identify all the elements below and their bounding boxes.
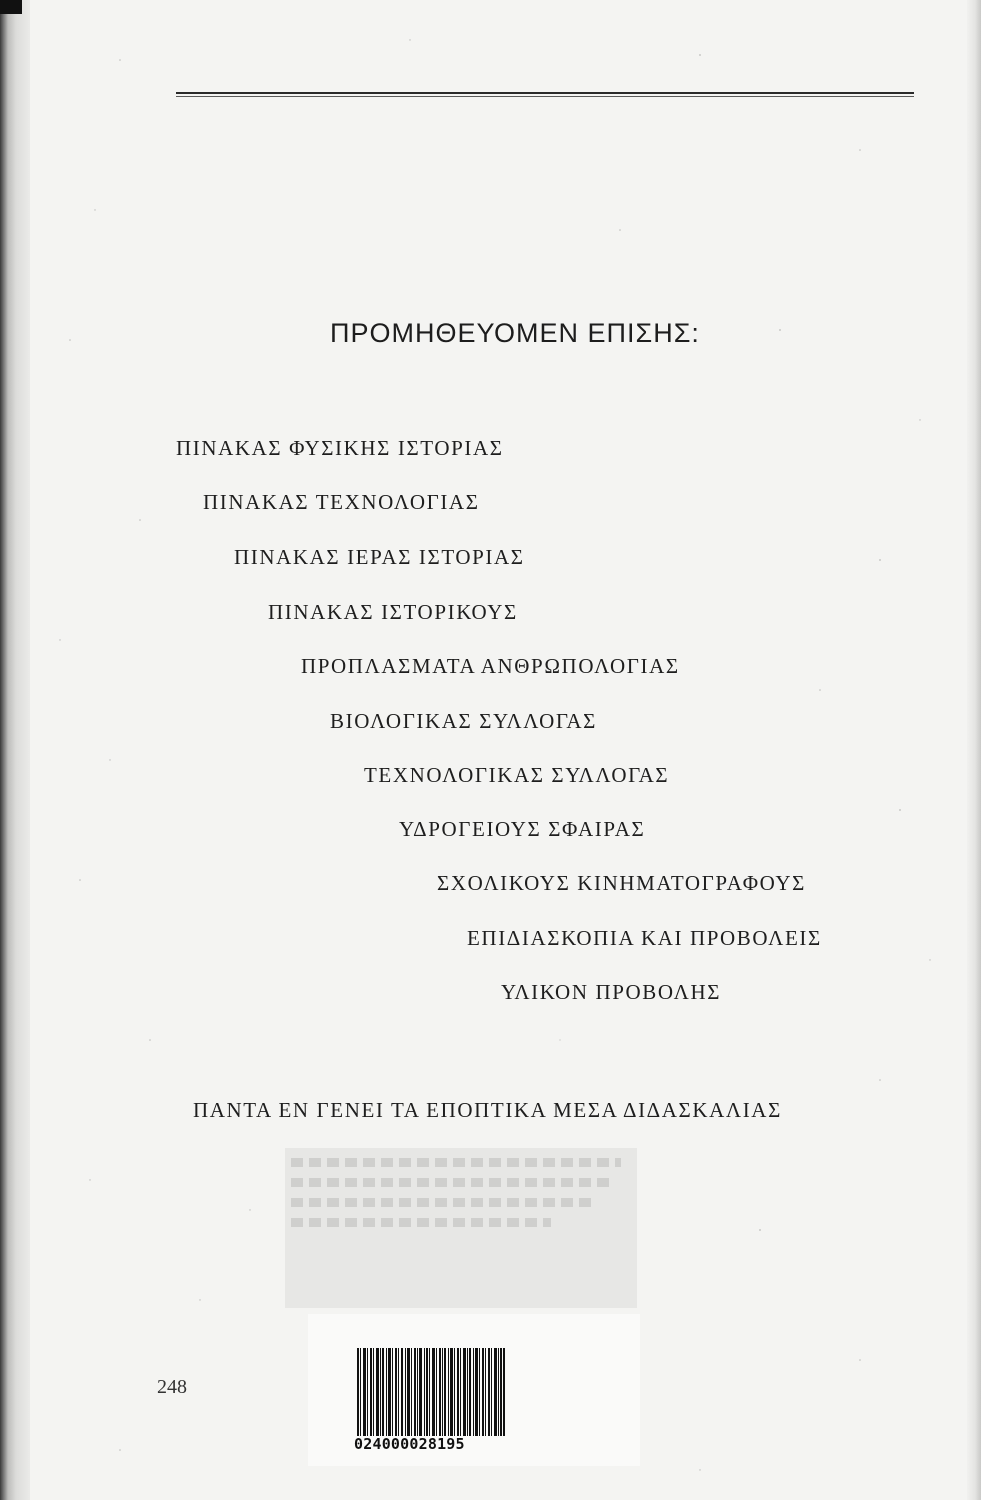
list-item: ΠΙΝΑΚΑΣ ΦΥΣΙΚΗΣ ΙΣΤΟΡΙΑΣ [176, 436, 504, 460]
barcode-number: 024000028195 [354, 1435, 465, 1453]
list-item: ΠΙΝΑΚΑΣ ΙΣΤΟΡΙΚΟΥΣ [268, 600, 518, 624]
barcode-icon [357, 1348, 505, 1436]
list-item: ΤΕΧΝΟΛΟΓΙΚΑΣ ΣΥΛΛΟΓΑΣ [364, 763, 670, 787]
page-heading: ΠΡΟΜΗΘΕΥΟΜΕΝ ΕΠΙΣΗΣ: [330, 318, 700, 348]
page-right-edge [967, 0, 981, 1500]
list-item: ΣΧΟΛΙΚΟΥΣ ΚΙΝΗΜΑΤΟΓΡΑΦΟΥΣ [437, 871, 806, 895]
list-item: ΕΠΙΔΙΑΣΚΟΠΙΑ ΚΑΙ ΠΡΟΒΟΛΕΙΣ [467, 926, 822, 950]
binding-edge [0, 0, 30, 1500]
list-item: ΠΡΟΠΛΑΣΜΑΤΑ ΑΝΘΡΩΠΟΛΟΓΙΑΣ [301, 654, 680, 678]
list-item: ΒΙΟΛΟΓΙΚΑΣ ΣΥΛΛΟΓΑΣ [330, 709, 598, 733]
footer-statement: ΠΑΝΤΑ ΕΝ ΓΕΝΕΙ ΤΑ ΕΠΟΠΤΙΚΑ ΜΕΣΑ ΔΙΔΑΣΚΑΛΙΑΣ [193, 1098, 782, 1122]
list-item: ΠΙΝΑΚΑΣ ΤΕΧΝΟΛΟΓΙΑΣ [203, 490, 480, 514]
top-rule [176, 92, 914, 94]
bleed-through-patch [285, 1148, 637, 1308]
list-item: ΥΛΙΚΟΝ ΠΡΟΒΟΛΗΣ [501, 980, 722, 1004]
scan-corner-mark [0, 0, 22, 14]
top-rule-secondary [176, 96, 914, 97]
list-item: ΥΔΡΟΓΕΙΟΥΣ ΣΦΑΙΡΑΣ [399, 817, 646, 841]
page-number: 248 [157, 1376, 187, 1398]
list-item: ΠΙΝΑΚΑΣ ΙΕΡΑΣ ΙΣΤΟΡΙΑΣ [234, 545, 525, 569]
